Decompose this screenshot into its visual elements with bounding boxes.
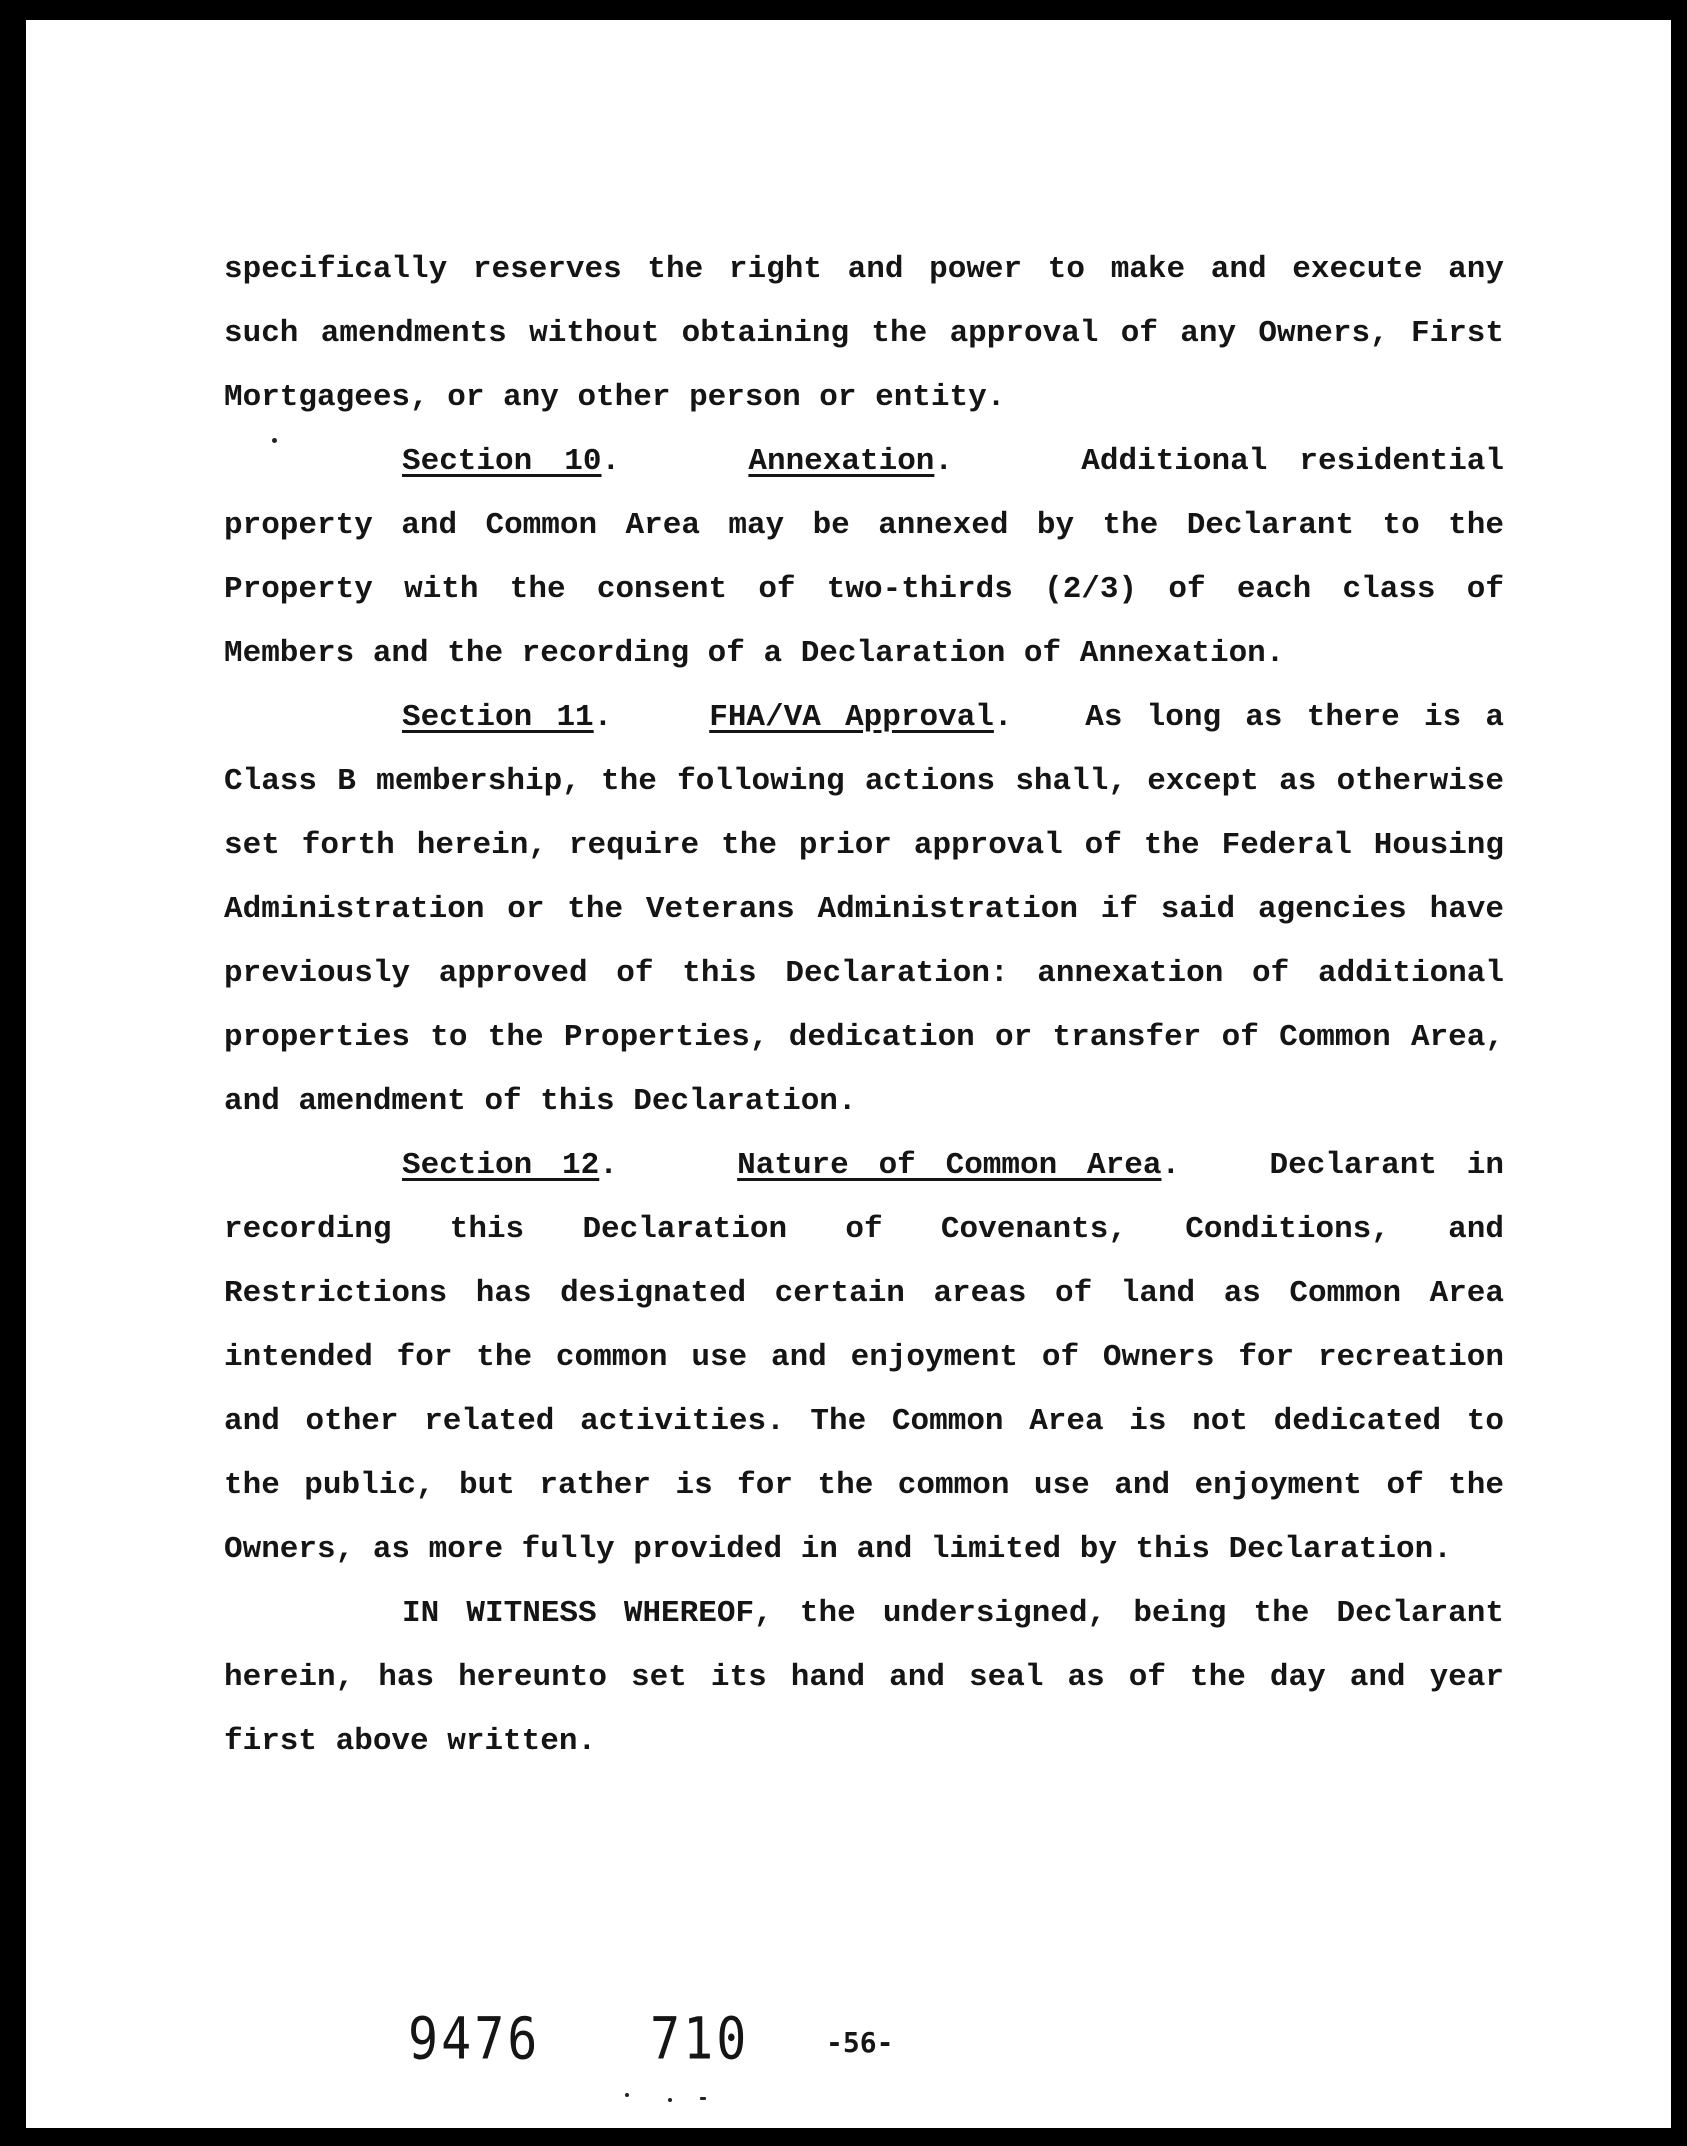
section-title: Annexation xyxy=(748,444,935,479)
section-number: Section 11 xyxy=(402,700,594,735)
paragraph-witness xyxy=(224,1582,1504,1774)
section-number: Section 12 xyxy=(402,1148,600,1183)
section-title: FHA/VA Approval xyxy=(709,700,994,735)
paragraph-section-11: Section 11. FHA/VA Approval. As long as there is a Class B membership, the following actions shall, except as otherwise set forth herein, require the prior approval of the Federal Housing Administration or the Veterans Administration if said agencies have previously approved of this Declaration: annexation of additional properties to the Properties, dedication or transfer of Common Area, and amendment of this Declaration. xyxy=(224,700,1505,1119)
paragraph-text: Declarant in recording this Declaration of Covenants, Conditions, and Restrictions has designated certain areas of land as Common Area intended for the common use and enjoyment of Owners for recreation and other related activities. The Common Area is not dedicated to the public, but rather is for the common use and enjoyment of the Owners, as more fully provided in and limited by this Declaration. xyxy=(224,1148,1505,1567)
section-title: Nature of Common Area xyxy=(737,1148,1162,1183)
paragraph-section-12: Section 12. Nature of Common Area. Declarant in recording this Declaration of Covenants, Conditions, and Restrictions has designated certain areas of land as Common Area intended for the common use and enjoyment of Owners for recreation and other related activities. The Common Area is not dedicated to the public, but rather is for the common use and enjoyment of the Owners, as more fully provided in and limited by this Declaration. xyxy=(224,1148,1505,1567)
scan-speck xyxy=(700,2097,706,2100)
paragraph-text: Additional residential property and Common Area may be annexed by the Declarant to the Property with the consent of two-thirds (2/3) of each class of Members and the recording of a Declaration of Annexation. xyxy=(224,444,1505,671)
scan-speck xyxy=(272,438,277,443)
scan-speck xyxy=(668,2098,672,2102)
paragraph-text: IN WITNESS WHEREOF, the undersigned, being the Declarant herein, has hereunto set its hand and seal as of the day and year first above written. xyxy=(224,1596,1504,1759)
document-body xyxy=(224,238,1504,1774)
paragraph-section-10: Section 10. Annexation. Additional residential property and Common Area may be annexed by the Declarant to the Property with the consent of two-thirds (2/3) of each class of Members and the recording of a Declaration of Annexation. xyxy=(224,444,1505,671)
paragraph-text: As long as there is a Class B membership, the following actions shall, except as otherwise set forth herein, require the prior approval of the Federal Housing Administration or the Veterans Administration if said agencies have previously approved of this Declaration: annexation of additional properties to the Properties, dedication or transfer of Common Area, and amendment of this Declaration. xyxy=(224,700,1505,1119)
paragraph-continuation xyxy=(224,238,1504,430)
recording-book-number: 9476 xyxy=(408,2005,541,2073)
scan-speck xyxy=(625,2093,629,2097)
paragraph-text: specifically reserves the right and power to make and execute any such amendments without obtaining the approval of any Owners, First Mortgagees, or any other person or entity. xyxy=(224,252,1504,415)
recording-page-number: 710 xyxy=(650,2005,750,2073)
page-number: -56- xyxy=(826,2026,894,2059)
section-number: Section 10 xyxy=(402,444,602,479)
